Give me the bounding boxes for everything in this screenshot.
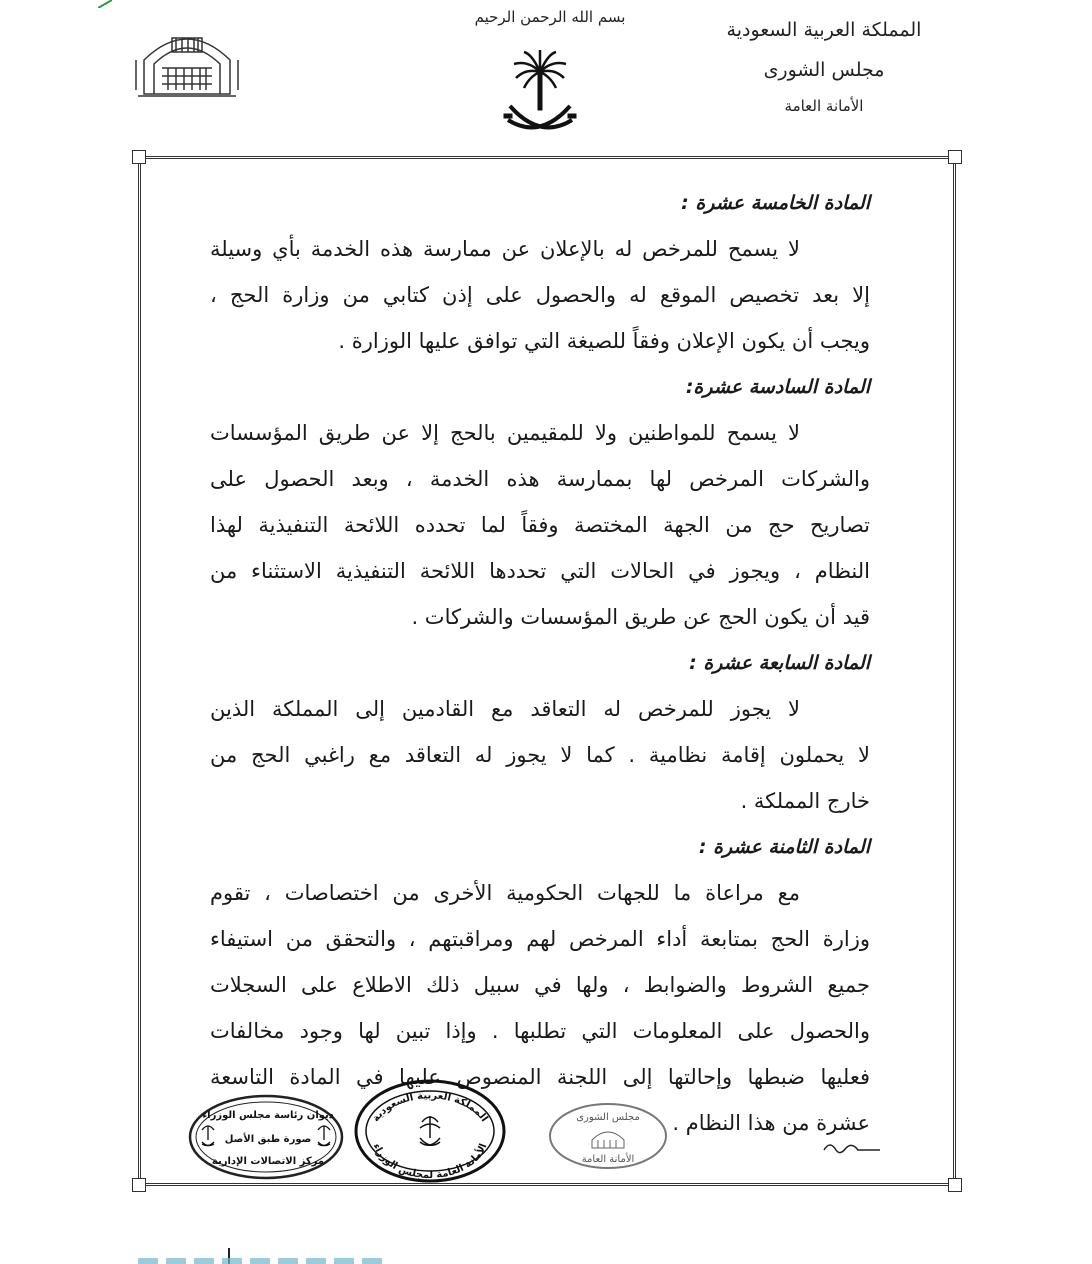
stamp-text: ديوان رئاسة مجلس الوزراء: [202, 1110, 334, 1121]
corner-mark-icon: [98, 0, 112, 8]
article-16-line: والشركات المرخص لها بممارسة هذه الخدمة ، وبعد الحصول على: [210, 467, 870, 491]
svg-text:الأمانة العامة لمجلس الوزراء: [370, 1142, 489, 1181]
article-15-line: إلا بعد تخصيص الموقع له والحصول على إذن كتابي من وزارة الحج ،: [210, 283, 870, 307]
article-18-line: جميع الشروط والضوابط ، ولها في سبيل ذلك الاطلاع على السجلات: [210, 973, 870, 997]
kingdom-name: المملكة العربية السعودية: [726, 19, 922, 41]
article-18-line: والحصول على المعلومات التي تطلبها . وإذا تبين لها وجود مخالفات: [210, 1019, 870, 1043]
article-16-title: المادة السادسة عشرة:: [685, 376, 870, 398]
article-18-line: فعليها ضبطها وإحالتها إلى اللجنة المنصوص عليها في المادة التاسعة: [210, 1065, 870, 1089]
stamp-text: صورة طبق الأصل: [224, 1134, 312, 1145]
secretariat-name: الأمانة العامة: [784, 97, 864, 115]
border-corner: [132, 1178, 146, 1192]
letterhead: [704, 10, 944, 120]
seal-text: الأمانة العامة لمجلس الوزراء: [370, 1142, 490, 1182]
council-name: مجلس الشورى: [763, 59, 885, 81]
border-corner: [132, 150, 146, 164]
shura-building-logo-icon: [132, 24, 242, 104]
article-18-line: عشرة من هذا النظام .: [672, 1111, 870, 1135]
handwritten-signature: [822, 1138, 882, 1158]
border-corner: [948, 150, 962, 164]
article-18-title: المادة الثامنة عشرة :: [698, 836, 870, 858]
article-16-line: قيد أن يكون الحج عن طريق المؤسسات والشركات .: [411, 605, 870, 629]
shura-council-stamp: [546, 1100, 670, 1172]
scan-footer-strip: [138, 1258, 388, 1264]
article-18-line: وزارة الحج بمتابعة أداء المرخص لهم ومراقبتهم ، والتحقق من استيفاء: [210, 927, 870, 951]
article-15-title: المادة الخامسة عشرة :: [681, 192, 870, 214]
article-16-line: لا يسمح للمواطنين ولا للمقيمين بالحج إلا عن طريق المؤسسات: [210, 421, 800, 445]
article-18-line: مع مراعاة ما للجهات الحكومية الأخرى من اختصاصات ، تقوم: [210, 881, 800, 905]
bismillah: بسم الله الرحمن الرحيم: [474, 8, 626, 26]
palm-swords-emblem-icon: [500, 48, 580, 140]
stamp-text: الأمانة العامة: [581, 1154, 635, 1165]
article-15-line: ويجب أن يكون الإعلان وفقاً للصيغة التي توافق عليها الوزارة .: [338, 329, 870, 353]
article-16-line: النظام ، ويجوز في الحالات التي تحددها اللائحة التنفيذية الاستثناء من: [210, 559, 870, 583]
seal-text: المملكة العربية السعودية: [370, 1090, 490, 1125]
article-16-line: تصاريح حج من الجهة المختصة وفقاً لما تحدده اللائحة التنفيذية لهذا: [210, 513, 870, 537]
document-body: [210, 180, 870, 1146]
article-17-line: لا يجوز للمرخص له التعاقد مع القادمين إلى المملكة الذين: [210, 697, 800, 721]
stamp-text: مركز الاتصالات الإدارية: [211, 1156, 325, 1167]
article-17-line: لا يحملون إقامة نظامية . كما لا يجوز له التعاقد مع راغبي الحج من: [210, 743, 870, 767]
article-17-title: المادة السابعة عشرة :: [689, 652, 870, 674]
cabinet-certified-copy-stamp: [186, 1092, 346, 1182]
article-17-line: خارج المملكة .: [740, 789, 870, 813]
cabinet-secretariat-seal: [350, 1076, 510, 1186]
border-corner: [948, 1178, 962, 1192]
stamp-text: مجلس الشورى: [576, 1112, 640, 1123]
article-15-line: لا يسمح للمرخص له بالإعلان عن ممارسة هذه الخدمة بأي وسيلة: [210, 237, 800, 261]
